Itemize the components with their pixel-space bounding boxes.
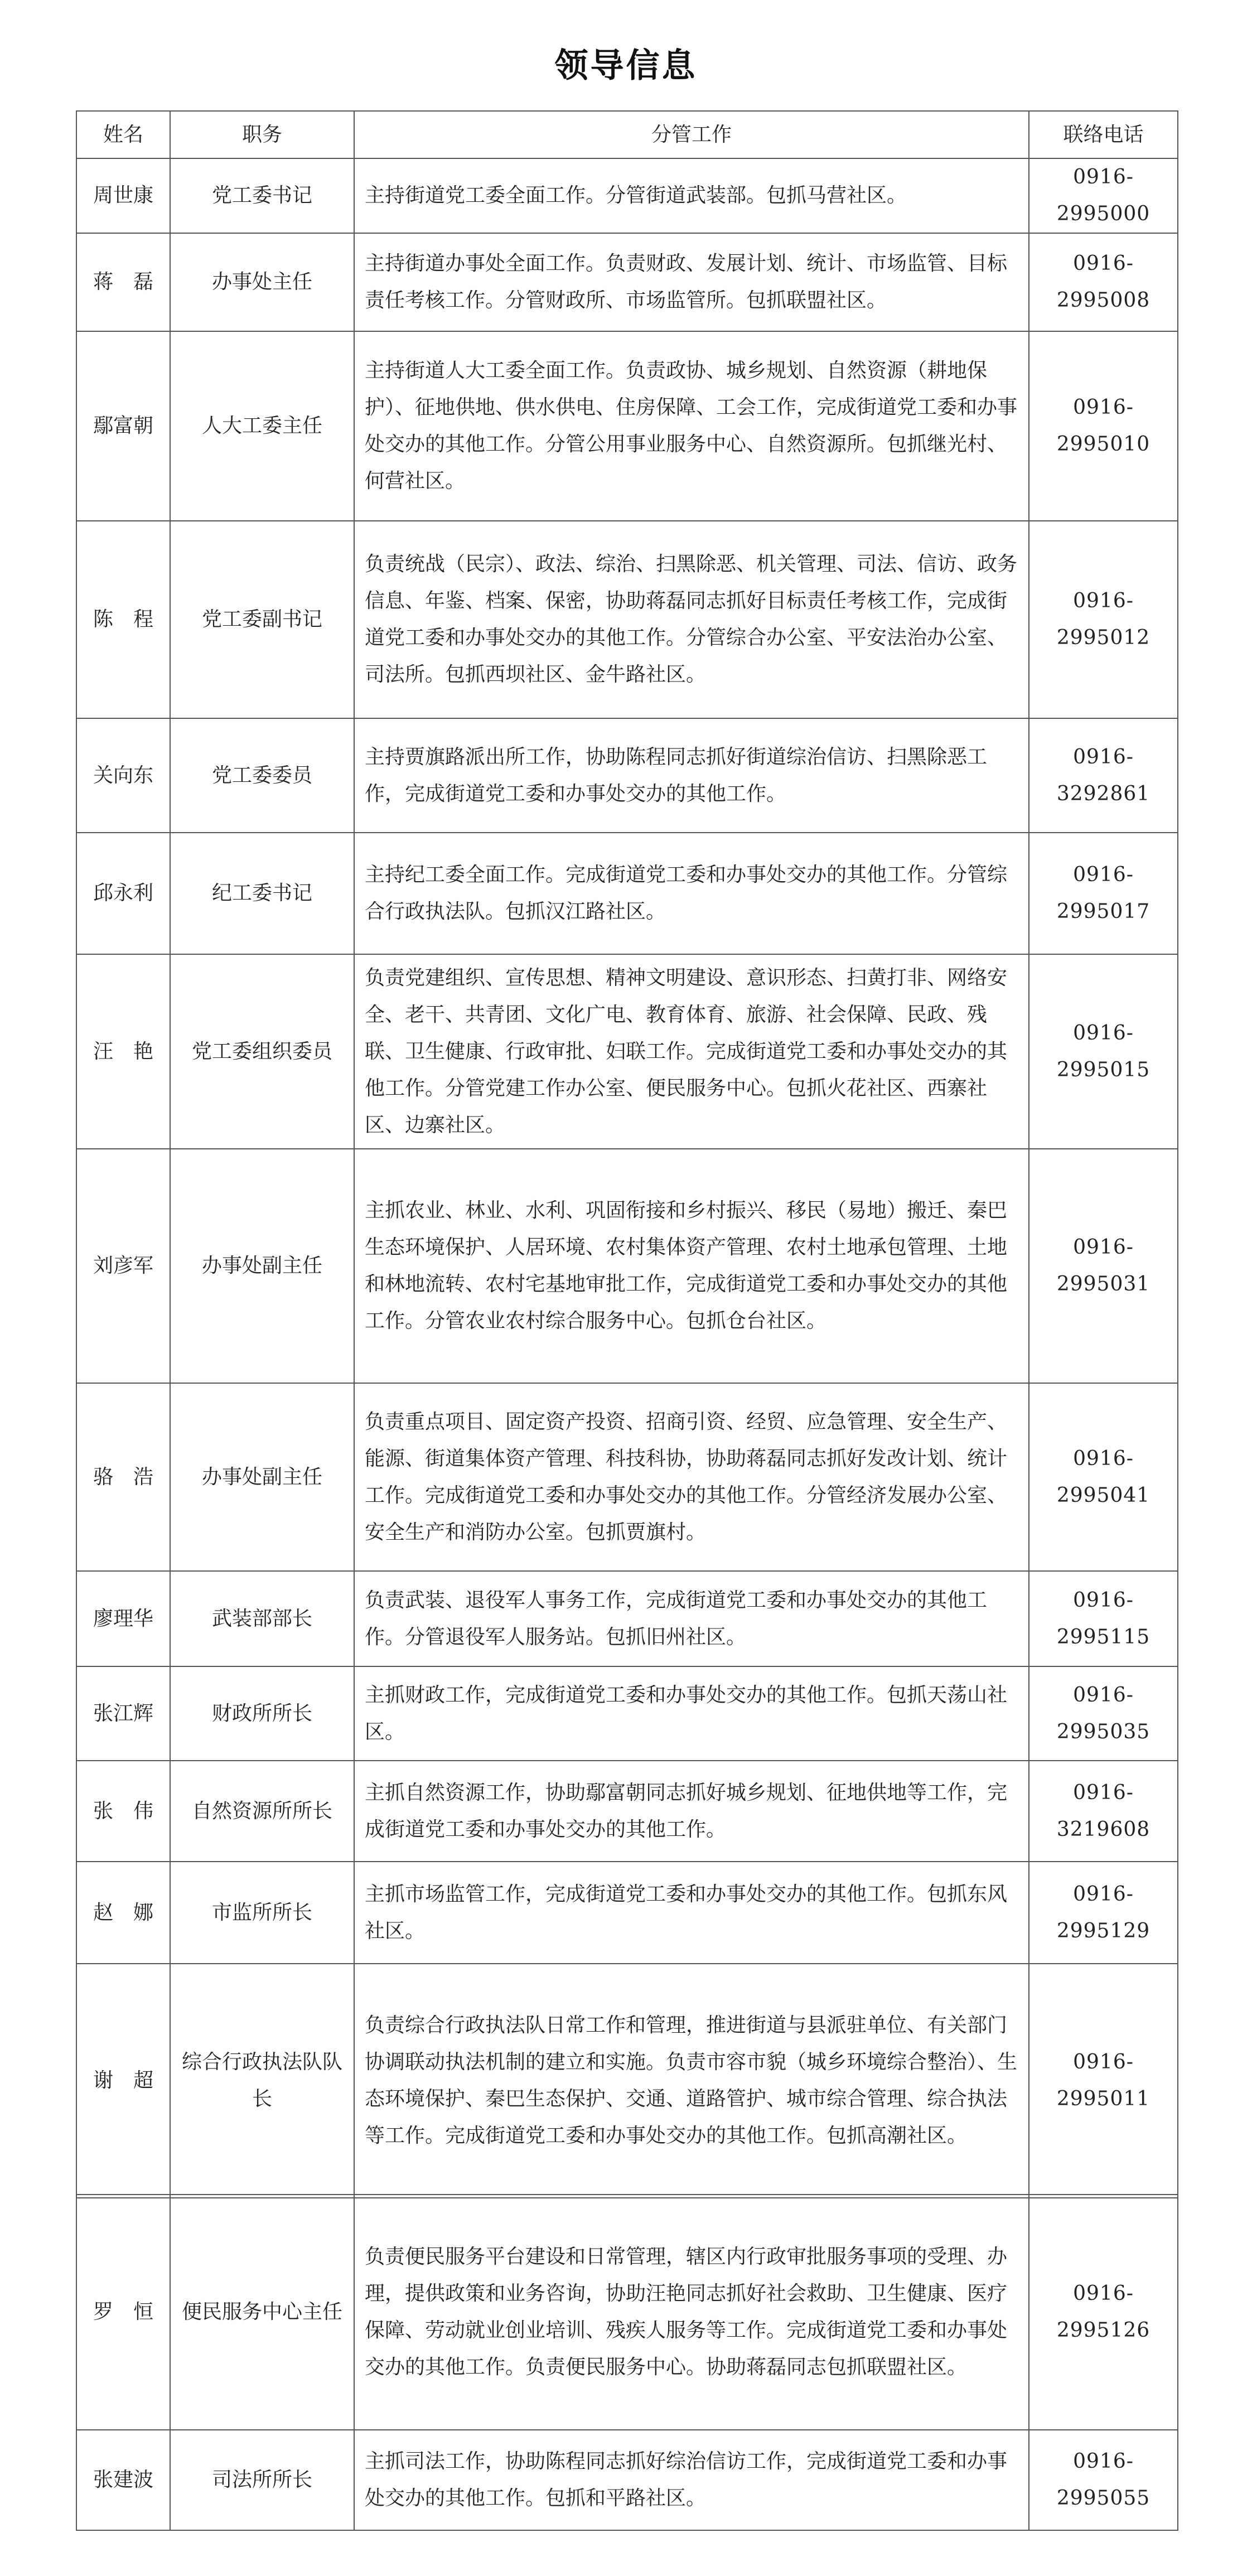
leader-duty: 负责综合行政执法队日常工作和管理，推进街道与县派驻单位、有关部门协调联动执法机制的建立和实施。负责市容市貌（城乡环境综合整治）、生态环境保护、秦巴生态保护、交通、道路管护、城市综合管理、综合执法等工作。完成街道党工委和办事处交办的其他工作。包抓高潮社区。: [354, 1964, 1029, 2198]
leader-post: 党工委委员: [170, 718, 354, 833]
leader-post: 财政所所长: [170, 1666, 354, 1761]
leader-post: 自然资源所所长: [170, 1761, 354, 1862]
leader-post: 办事处副主任: [170, 1149, 354, 1383]
leader-duty: 负责武装、退役军人事务工作，完成街道党工委和办事处交办的其他工作。分管退役军人服务站。包抓旧州社区。: [354, 1571, 1029, 1666]
leader-name: 赵 娜: [76, 1862, 170, 1964]
leader-duty: 主持纪工委全面工作。完成街道党工委和办事处交办的其他工作。分管综合行政执法队。包抓汉江路社区。: [354, 833, 1029, 954]
leader-post: 党工委书记: [170, 158, 354, 233]
leader-duty: 主持街道人大工委全面工作。负责政协、城乡规划、自然资源（耕地保护）、征地供地、供水供电、住房保障、工会工作，完成街道党工委和办事处交办的其他工作。分管公用事业服务中心、自然资源所。包抓继光村、何营社区。: [354, 331, 1029, 521]
table-row: [76, 954, 1178, 1149]
table-row: [76, 158, 1178, 233]
leader-name: 邱永利: [76, 833, 170, 954]
leader-duty: 负责党建组织、宣传思想、精神文明建设、意识形态、扫黄打非、网络安全、老干、共青团、文化广电、教育体育、旅游、社会保障、民政、残联、卫生健康、行政审批、妇联工作。完成街道党工委和办事处交办的其他工作。分管党建工作办公室、便民服务中心。包抓火花社区、西寨社区、边寨社区。: [354, 954, 1029, 1149]
leader-name: 张 伟: [76, 1761, 170, 1862]
leader-duty: 主抓财政工作，完成街道党工委和办事处交办的其他工作。包抓天荡山社区。: [354, 1666, 1029, 1761]
leader-name: 陈 程: [76, 521, 170, 718]
leader-name: 张江辉: [76, 1666, 170, 1761]
leader-phone: 0916-2995115: [1029, 1571, 1178, 1666]
leader-phone: 0916-2995035: [1029, 1666, 1178, 1761]
leaders-table-continued: [76, 2194, 1178, 2531]
table-row: [76, 1761, 1178, 1862]
header-post: 职务: [170, 111, 354, 158]
table-row: [76, 1149, 1178, 1383]
page-title: 领导信息: [554, 46, 698, 85]
leader-duty: 负责重点项目、固定资产投资、招商引资、经贸、应急管理、安全生产、能源、街道集体资产管理、科技科协，协助蒋磊同志抓好发改计划、统计工作。完成街道党工委和办事处交办的其他工作。分管经济发展办公室、安全生产和消防办公室。包抓贾旗村。: [354, 1383, 1029, 1571]
leader-post: 武装部部长: [170, 1571, 354, 1666]
leader-duty: 负责统战（民宗）、政法、综治、扫黑除恶、机关管理、司法、信访、政务信息、年鉴、档案、保密，协助蒋磊同志抓好目标责任考核工作，完成街道党工委和办事处交办的其他工作。分管综合办公室、平安法治办公室、司法所。包抓西坝社区、金牛路社区。: [354, 521, 1029, 718]
leader-duty: 主抓司法工作，协助陈程同志抓好综治信访工作，完成街道党工委和办事处交办的其他工作。包抓和平路社区。: [354, 2430, 1029, 2530]
leader-post: 人大工委主任: [170, 331, 354, 521]
table-row: [76, 2195, 1178, 2430]
leader-post: 办事处主任: [170, 233, 354, 331]
leader-duty: 主抓自然资源工作，协助鄢富朝同志抓好城乡规划、征地供地等工作，完成街道党工委和办事处交办的其他工作。: [354, 1761, 1029, 1862]
table-row: [76, 718, 1178, 833]
leader-post: 办事处副主任: [170, 1383, 354, 1571]
leader-duty: 主持街道办事处全面工作。负责财政、发展计划、统计、市场监管、目标责任考核工作。分管财政所、市场监管所。包抓联盟社区。: [354, 233, 1029, 331]
leader-name: 罗 恒: [76, 2195, 170, 2430]
leader-name: 谢 超: [76, 1964, 170, 2198]
leader-name: 关向东: [76, 718, 170, 833]
leader-phone: 0916-2995041: [1029, 1383, 1178, 1571]
leader-duty: 主持贾旗路派出所工作，协助陈程同志抓好街道综治信访、扫黑除恶工作，完成街道党工委和办事处交办的其他工作。: [354, 718, 1029, 833]
leader-phone: 0916-2995129: [1029, 1862, 1178, 1964]
leader-phone: 0916-2995000: [1029, 158, 1178, 233]
leader-name: 张建波: [76, 2430, 170, 2530]
leader-name: 刘彦军: [76, 1149, 170, 1383]
leader-phone: 0916-2995011: [1029, 1964, 1178, 2198]
table-row: [76, 1964, 1178, 2198]
leader-duty: 主持街道党工委全面工作。分管街道武装部。包抓马营社区。: [354, 158, 1029, 233]
leader-post: 党工委组织委员: [170, 954, 354, 1149]
leader-phone: 0916-2995012: [1029, 521, 1178, 718]
leaders-table: [76, 110, 1178, 2198]
header-phone: 联络电话: [1029, 111, 1178, 158]
leader-duty: 负责便民服务平台建设和日常管理，辖区内行政审批服务事项的受理、办理，提供政策和业务咨询，协助汪艳同志抓好社会救助、卫生健康、医疗保障、劳动就业创业培训、残疾人服务等工作。完成街道党工委和办事处交办的其他工作。负责便民服务中心。协助蒋磊同志包抓联盟社区。: [354, 2195, 1029, 2430]
table-row: [76, 233, 1178, 331]
leader-name: 骆 浩: [76, 1383, 170, 1571]
leader-post: 纪工委书记: [170, 833, 354, 954]
leader-phone: 0916-2995008: [1029, 233, 1178, 331]
leader-phone: 0916-2995010: [1029, 331, 1178, 521]
leader-phone: 0916-2995015: [1029, 954, 1178, 1149]
table-row: [76, 2430, 1178, 2530]
leader-name: 廖理华: [76, 1571, 170, 1666]
leader-duty: 主抓市场监管工作，完成街道党工委和办事处交办的其他工作。包抓东风社区。: [354, 1862, 1029, 1964]
leader-phone: 0916-2995055: [1029, 2430, 1178, 2530]
leader-phone: 0916-2995126: [1029, 2195, 1178, 2430]
leader-phone: 0916-3292861: [1029, 718, 1178, 833]
leader-name: 鄢富朝: [76, 331, 170, 521]
table-row: [76, 331, 1178, 521]
leader-duty: 主抓农业、林业、水利、巩固衔接和乡村振兴、移民（易地）搬迁、秦巴生态环境保护、人居环境、农村集体资产管理、农村土地承包管理、土地和林地流转、农村宅基地审批工作，完成街道党工委和办事处交办的其他工作。分管农业农村综合服务中心。包抓仓台社区。: [354, 1149, 1029, 1383]
leader-name: 蒋 磊: [76, 233, 170, 331]
table-row: [76, 1666, 1178, 1761]
leader-name: 周世康: [76, 158, 170, 233]
table-row: [76, 521, 1178, 718]
leader-phone: 0916-2995017: [1029, 833, 1178, 954]
table-row: [76, 1862, 1178, 1964]
leader-name: 汪 艳: [76, 954, 170, 1149]
leader-post: 便民服务中心主任: [170, 2195, 354, 2430]
leader-phone: 0916-2995031: [1029, 1149, 1178, 1383]
header-name: 姓名: [76, 111, 170, 158]
leader-phone: 0916-3219608: [1029, 1761, 1178, 1862]
header-duty: 分管工作: [354, 111, 1029, 158]
table-header-row: [76, 111, 1178, 158]
leader-post: 司法所所长: [170, 2430, 354, 2530]
leader-post: 党工委副书记: [170, 521, 354, 718]
leader-post: 市监所所长: [170, 1862, 354, 1964]
leader-post: 综合行政执法队队长: [170, 1964, 354, 2198]
table-row: [76, 1571, 1178, 1666]
table-row: [76, 1383, 1178, 1571]
table-row: [76, 833, 1178, 954]
